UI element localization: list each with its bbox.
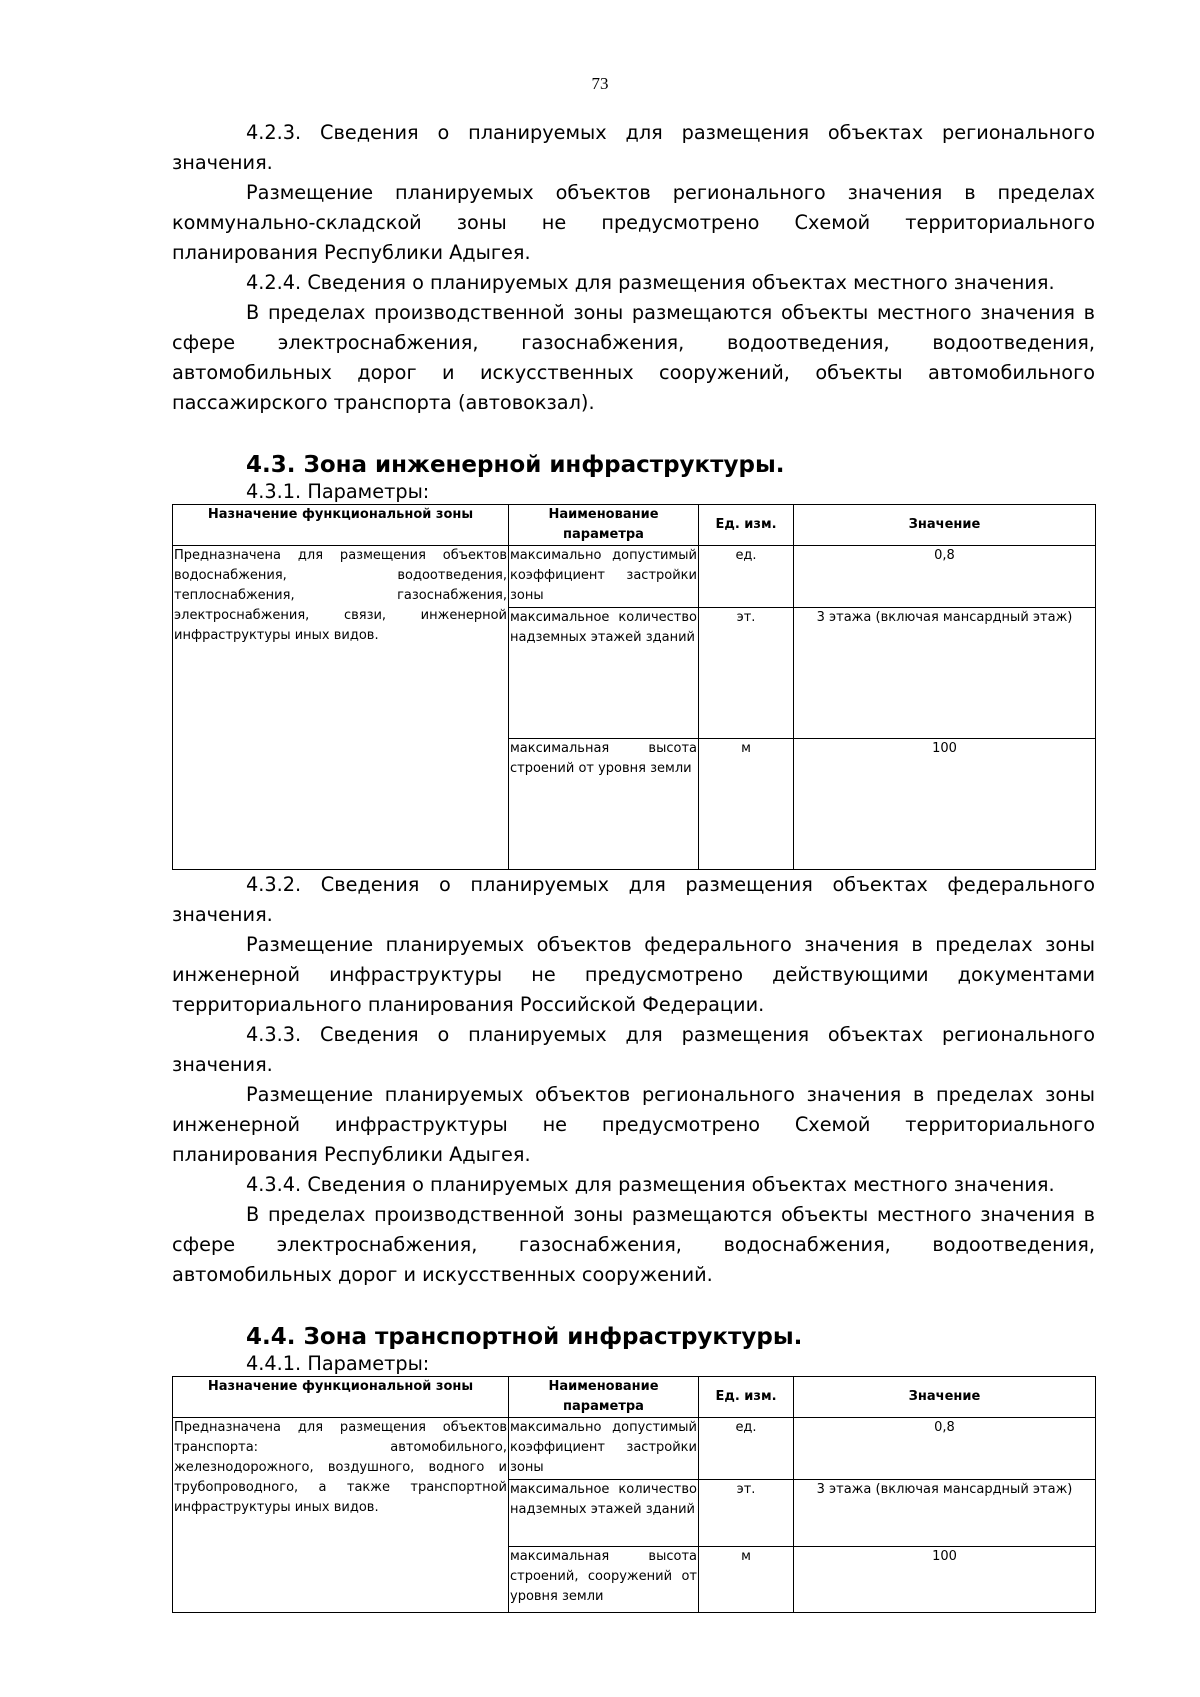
unit-cell: ед. (699, 546, 794, 608)
unit-cell: эт. (699, 1480, 794, 1547)
subheading-4-3-1: 4.3.1. Параметры: (246, 480, 430, 503)
parameter-name-cell: максимальная высота строений от уровня земли (509, 739, 699, 870)
paragraph-4-3-3: 4.3.3. Сведения о планируемых для размещения объектах регионального значения. (172, 1023, 1095, 1076)
header-unit: Ед. изм. (699, 1377, 794, 1418)
zone-purpose-cell: Предназначена для размещения объектов водоснабжения, водоотведения, теплоснабжения, газоснабжения, электроснабжения, связи, инженерной инфраструктуры иных видов. (173, 546, 509, 870)
parameter-name-cell: максимально допустимый коэффициент застройки зоны (509, 546, 699, 608)
header-zone-purpose: Назначение функциональной зоны (173, 1377, 509, 1418)
unit-cell: эт. (699, 608, 794, 739)
header-parameter-name: Наименование параметра (509, 505, 699, 546)
parameters-table-engineering (172, 504, 1096, 870)
subheading-4-4-1: 4.4.1. Параметры: (246, 1352, 430, 1375)
parameter-name-cell: максимальное количество надземных этажей зданий (509, 1480, 699, 1547)
header-zone-purpose: Назначение функциональной зоны (173, 505, 509, 546)
table-header-row (173, 505, 1096, 546)
paragraph-regional-objects-communal: Размещение планируемых объектов регионального значения в пределах коммунально-складской зоны не предусмотрено Схемой территориального планирования Республики Адыгея. (172, 181, 1095, 264)
header-value: Значение (794, 1377, 1096, 1418)
paragraph-local-objects-engineering: В пределах производственной зоны размещаются объекты местного значения в сфере электроснабжения, газоснабжения, водоснабжения, водоотведения, автомобильных дорог и искусственных сооружений. (172, 1203, 1095, 1286)
value-cell: 100 (794, 1547, 1096, 1613)
paragraph-4-3-4: 4.3.4. Сведения о планируемых для размещения объектах местного значения. (246, 1173, 1055, 1196)
paragraph-4-3-2: 4.3.2. Сведения о планируемых для размещения объектах федерального значения. (172, 873, 1095, 926)
page-number: 73 (591, 74, 609, 93)
parameter-name-cell: максимально допустимый коэффициент застройки зоны (509, 1418, 699, 1480)
table-row (173, 1418, 1096, 1480)
value-cell: 100 (794, 739, 1096, 870)
document-body (172, 118, 1095, 1613)
unit-cell: ед. (699, 1418, 794, 1480)
parameter-name-cell: максимальное количество надземных этажей зданий (509, 608, 699, 739)
table-header-row (173, 1377, 1096, 1418)
section-heading-4-4: 4.4. Зона транспортной инфраструктуры. (246, 1324, 803, 1350)
paragraph-regional-objects-engineering: Размещение планируемых объектов регионального значения в пределах зоны инженерной инфраструктуры не предусмотрено Схемой территориального планирования Республики Адыгея. (172, 1083, 1095, 1166)
header-value: Значение (794, 505, 1096, 546)
paragraph-local-objects-production: В пределах производственной зоны размещаются объекты местного значения в сфере электроснабжения, газоснабжения, водоотведения, водоотведения, автомобильных дорог и искусственных сооружений, объекты автомобильного пассажирского транспорта (автовокзал). (172, 301, 1095, 414)
value-cell: 3 этажа (включая мансардный этаж) (794, 608, 1096, 739)
header-unit: Ед. изм. (699, 505, 794, 546)
value-cell: 0,8 (794, 1418, 1096, 1480)
section-heading-4-3: 4.3. Зона инженерной инфраструктуры. (246, 452, 785, 478)
value-cell: 0,8 (794, 546, 1096, 608)
unit-cell: м (699, 739, 794, 870)
zone-purpose-cell: Предназначена для размещения объектов транспорта: автомобильного, железнодорожного, воздушного, водного и трубопроводного, а также транспортной инфраструктуры иных видов. (173, 1418, 509, 1613)
paragraph-4-2-3: 4.2.3. Сведения о планируемых для размещения объектах регионального значения. (172, 121, 1095, 174)
paragraph-4-2-4: 4.2.4. Сведения о планируемых для размещения объектах местного значения. (246, 271, 1055, 294)
header-parameter-name: Наименование параметра (509, 1377, 699, 1418)
parameters-table-transport (172, 1376, 1096, 1613)
paragraph-federal-objects: Размещение планируемых объектов федерального значения в пределах зоны инженерной инфраструктуры не предусмотрено действующими документами территориального планирования Российской Федерации. (172, 933, 1095, 1016)
unit-cell: м (699, 1547, 794, 1613)
table-row (173, 546, 1096, 608)
parameter-name-cell: максимальная высота строений, сооружений от уровня земли (509, 1547, 699, 1613)
value-cell: 3 этажа (включая мансардный этаж) (794, 1480, 1096, 1547)
